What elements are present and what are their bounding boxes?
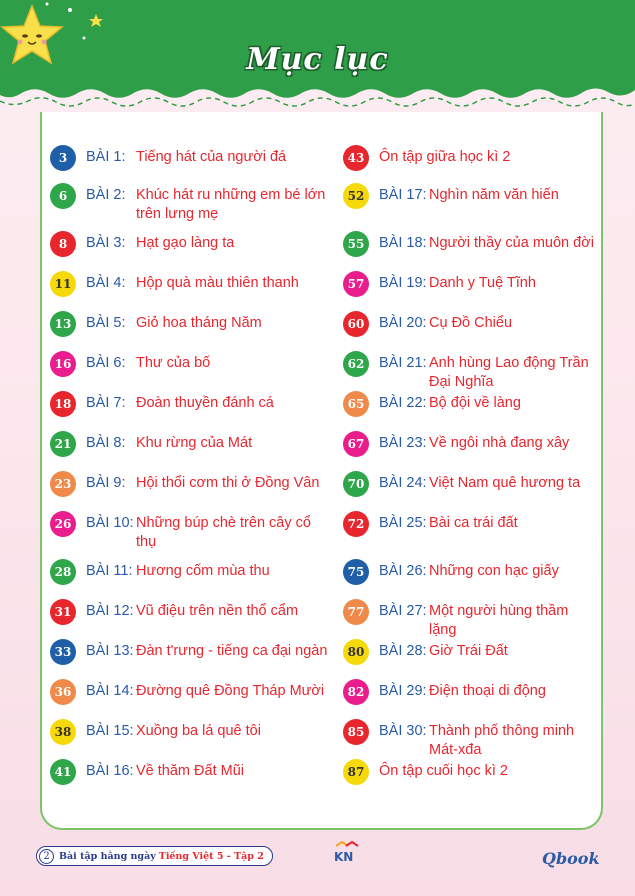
page-number-badge: 36 bbox=[50, 679, 76, 705]
toc-entry bbox=[50, 310, 336, 337]
page-number-badge: 13 bbox=[50, 311, 76, 337]
lesson-number: BÀI 2: bbox=[86, 187, 126, 203]
toc-entry bbox=[50, 470, 336, 497]
footer-book-subject: Tiếng Việt 5 - Tập 2 bbox=[158, 850, 264, 862]
lesson-title-line: Hộp quà màu thiên thanh bbox=[136, 275, 299, 291]
page-number-badge: 26 bbox=[50, 511, 76, 537]
lesson-title bbox=[429, 598, 599, 640]
lesson-number: BÀI 27: bbox=[379, 603, 427, 619]
page-number-badge: 80 bbox=[343, 639, 369, 665]
lesson-title-line: Cụ Đồ Chiểu bbox=[429, 315, 513, 331]
lesson-number: BÀI 16: bbox=[86, 763, 134, 779]
lesson-number: BÀI 20: bbox=[379, 315, 427, 331]
lesson-number: BÀI 17: bbox=[379, 187, 427, 203]
lesson-number: BÀI 7: bbox=[86, 395, 126, 411]
lesson-title bbox=[379, 758, 579, 781]
header-banner bbox=[0, 0, 635, 110]
page-number-badge: 62 bbox=[343, 351, 369, 377]
footer-book-text: Bài tập hằng ngày bbox=[59, 850, 156, 862]
toc-entry bbox=[50, 230, 336, 257]
lesson-title-line: Người thầy của muôn đời bbox=[429, 235, 594, 251]
lesson-title-line: Đàn t'rưng - tiếng ca đại ngàn bbox=[136, 643, 328, 659]
lesson-title-line: Ôn tập cuối học kì 2 bbox=[379, 763, 508, 779]
toc-entry bbox=[343, 598, 599, 640]
page-number-badge: 23 bbox=[50, 471, 76, 497]
publisher-logo-icon bbox=[332, 840, 362, 864]
lesson-title bbox=[429, 510, 599, 533]
toc-entry bbox=[50, 430, 336, 457]
lesson-title-line: Hạt gạo làng ta bbox=[136, 235, 235, 251]
toc-entry bbox=[50, 718, 336, 745]
brand-logo-icon bbox=[540, 842, 600, 872]
toc-entry bbox=[50, 390, 336, 417]
lesson-title bbox=[136, 270, 336, 293]
lesson-title bbox=[136, 350, 336, 373]
toc-entry bbox=[50, 558, 336, 585]
lesson-title-line: Về thăm Đất Mũi bbox=[136, 763, 244, 779]
lesson-title bbox=[379, 144, 579, 167]
page-number-badge: 16 bbox=[50, 351, 76, 377]
toc-entry bbox=[50, 678, 336, 705]
toc-entry bbox=[343, 718, 599, 760]
lesson-title bbox=[136, 510, 336, 552]
lesson-title-line: Khu rừng của Mát bbox=[136, 435, 253, 451]
toc-entry bbox=[343, 638, 599, 665]
page-number-badge: 77 bbox=[343, 599, 369, 625]
lesson-title-line: Anh hùng Lao động Trần bbox=[429, 355, 589, 371]
lesson-number: BÀI 1: bbox=[86, 149, 126, 165]
toc-entry bbox=[50, 182, 336, 224]
toc-entry bbox=[343, 510, 599, 537]
publisher-logo-text: KN bbox=[334, 850, 354, 864]
lesson-title-line: Giờ Trái Đất bbox=[429, 643, 508, 659]
lesson-number: BÀI 8: bbox=[86, 435, 126, 451]
lesson-title bbox=[429, 678, 599, 701]
lesson-number: BÀI 30: bbox=[379, 723, 427, 739]
toc-entry bbox=[343, 390, 599, 417]
lesson-title bbox=[429, 390, 599, 413]
lesson-title bbox=[429, 558, 599, 581]
lesson-title-line: Đường quê Đồng Tháp Mười bbox=[136, 683, 325, 699]
page-title: Mục lục bbox=[246, 42, 389, 77]
toc-entry bbox=[50, 270, 336, 297]
toc-entry bbox=[343, 758, 579, 785]
page-number-badge: 60 bbox=[343, 311, 369, 337]
lesson-title-line: trên lưng mẹ bbox=[136, 206, 219, 222]
lesson-title bbox=[136, 390, 336, 413]
lesson-number: BÀI 19: bbox=[379, 275, 427, 291]
toc-entry bbox=[343, 678, 599, 705]
lesson-title-line: Ôn tập giữa học kì 2 bbox=[379, 149, 511, 165]
page-number-badge: 3 bbox=[50, 145, 76, 171]
lesson-title-line: Việt Nam quê hương ta bbox=[429, 475, 581, 491]
lesson-number: BÀI 24: bbox=[379, 475, 427, 491]
lesson-number: BÀI 22: bbox=[379, 395, 427, 411]
lesson-number: BÀI 5: bbox=[86, 315, 126, 331]
lesson-title-line: Thư của bố bbox=[136, 355, 211, 371]
page-number-badge: 70 bbox=[343, 471, 369, 497]
toc-entry bbox=[50, 144, 336, 171]
lesson-title bbox=[429, 230, 599, 253]
lesson-title bbox=[136, 470, 336, 493]
lesson-title bbox=[136, 718, 336, 741]
toc-entry bbox=[343, 270, 599, 297]
page-number-badge: 6 bbox=[50, 183, 76, 209]
lesson-number: BÀI 25: bbox=[379, 515, 427, 531]
page-number-badge: 75 bbox=[343, 559, 369, 585]
lesson-number: BÀI 10: bbox=[86, 515, 134, 531]
lesson-title-line: Hội thổi cơm thi ở Đồng Vân bbox=[136, 475, 320, 491]
lesson-title-line: Danh y Tuệ Tĩnh bbox=[429, 275, 536, 291]
lesson-title-line: Nghìn năm văn hiến bbox=[429, 187, 559, 203]
page-number-badge: 85 bbox=[343, 719, 369, 745]
lesson-number: BÀI 29: bbox=[379, 683, 427, 699]
lesson-title-line: Những con hạc giấy bbox=[429, 563, 559, 579]
page-number-badge: 72 bbox=[343, 511, 369, 537]
lesson-title bbox=[136, 144, 336, 167]
lesson-title-line: lặng bbox=[429, 622, 457, 638]
lesson-title-line: Đại Nghĩa bbox=[429, 374, 494, 390]
lesson-title-line: Điện thoại di động bbox=[429, 683, 546, 699]
lesson-title-line: thụ bbox=[136, 534, 157, 550]
lesson-title bbox=[136, 678, 336, 701]
lesson-number: BÀI 15: bbox=[86, 723, 134, 739]
lesson-title bbox=[136, 230, 336, 253]
lesson-title-line: Một người hùng thầm bbox=[429, 603, 569, 619]
page-number-badge: 18 bbox=[50, 391, 76, 417]
lesson-title-line: Hương cốm mùa thu bbox=[136, 563, 270, 579]
page-number-badge: 33 bbox=[50, 639, 76, 665]
lesson-number: BÀI 11: bbox=[86, 563, 133, 579]
lesson-number: BÀI 26: bbox=[379, 563, 427, 579]
toc-entry bbox=[343, 230, 599, 257]
page-number-badge: 31 bbox=[50, 599, 76, 625]
page-number-badge: 52 bbox=[343, 183, 369, 209]
toc-entry bbox=[50, 510, 336, 552]
toc-entry bbox=[50, 638, 336, 665]
lesson-title bbox=[429, 430, 599, 453]
toc-entry bbox=[50, 758, 336, 785]
toc-entry bbox=[343, 430, 599, 457]
lesson-title bbox=[136, 182, 336, 224]
page-number-badge: 67 bbox=[343, 431, 369, 457]
brand-logo-text: Qbook bbox=[542, 849, 600, 868]
lesson-number: BÀI 9: bbox=[86, 475, 126, 491]
page-number-badge: 57 bbox=[343, 271, 369, 297]
lesson-title-line: Giỏ hoa tháng Năm bbox=[136, 315, 262, 331]
lesson-title-line: Tiếng hát của người đá bbox=[136, 149, 287, 165]
lesson-number: BÀI 14: bbox=[86, 683, 134, 699]
lesson-title-line: Vũ điệu trên nền thổ cẩm bbox=[136, 603, 299, 619]
lesson-title bbox=[429, 638, 599, 661]
toc-entry bbox=[343, 350, 599, 392]
lesson-title-line: Xuồng ba lá quê tôi bbox=[136, 723, 261, 739]
lesson-number: BÀI 3: bbox=[86, 235, 126, 251]
toc-entry bbox=[343, 558, 599, 585]
toc-entry bbox=[50, 350, 336, 377]
page-number-badge: 21 bbox=[50, 431, 76, 457]
lesson-number: BÀI 28: bbox=[379, 643, 427, 659]
lesson-number: BÀI 13: bbox=[86, 643, 134, 659]
toc-entry bbox=[343, 144, 579, 171]
lesson-title bbox=[429, 470, 599, 493]
toc-entry bbox=[343, 182, 599, 209]
page-number: 2 bbox=[39, 849, 54, 864]
lesson-title-line: Về ngôi nhà đang xây bbox=[429, 435, 570, 451]
page-number-badge: 28 bbox=[50, 559, 76, 585]
lesson-title bbox=[136, 310, 336, 333]
lesson-title bbox=[429, 182, 599, 205]
lesson-number: BÀI 21: bbox=[379, 355, 427, 371]
lesson-title bbox=[136, 638, 336, 661]
lesson-title-line: Khúc hát ru những em bé lớn bbox=[136, 187, 326, 203]
lesson-number: BÀI 23: bbox=[379, 435, 427, 451]
lesson-title bbox=[136, 558, 336, 581]
page-number-badge: 87 bbox=[343, 759, 369, 785]
page-number-badge: 55 bbox=[343, 231, 369, 257]
footer-book-info bbox=[36, 846, 273, 866]
lesson-title-line: Bài ca trái đất bbox=[429, 515, 518, 531]
lesson-title bbox=[136, 758, 336, 781]
lesson-title-line: Mát-xđa bbox=[429, 742, 482, 758]
page-number-badge: 8 bbox=[50, 231, 76, 257]
lesson-title bbox=[429, 270, 599, 293]
lesson-title bbox=[136, 598, 336, 621]
lesson-title bbox=[136, 430, 336, 453]
lesson-title-line: Đoàn thuyền đánh cá bbox=[136, 395, 274, 411]
page-number-badge: 41 bbox=[50, 759, 76, 785]
toc-entry bbox=[50, 598, 336, 625]
page-number-badge: 38 bbox=[50, 719, 76, 745]
lesson-title-line: Thành phố thông minh bbox=[429, 723, 575, 739]
lesson-title bbox=[429, 350, 599, 392]
lesson-number: BÀI 12: bbox=[86, 603, 134, 619]
lesson-number: BÀI 4: bbox=[86, 275, 126, 291]
lesson-title-line: Bộ đội về làng bbox=[429, 395, 521, 411]
lesson-title bbox=[429, 718, 599, 760]
page-number-badge: 82 bbox=[343, 679, 369, 705]
lesson-number: BÀI 18: bbox=[379, 235, 427, 251]
toc-entry bbox=[343, 470, 599, 497]
lesson-title bbox=[429, 310, 599, 333]
page-number-badge: 65 bbox=[343, 391, 369, 417]
page-number-badge: 43 bbox=[343, 145, 369, 171]
toc-entry bbox=[343, 310, 599, 337]
lesson-number: BÀI 6: bbox=[86, 355, 126, 371]
page-number-badge: 11 bbox=[50, 271, 76, 297]
lesson-title-line: Những búp chè trên cây cổ bbox=[136, 515, 311, 531]
